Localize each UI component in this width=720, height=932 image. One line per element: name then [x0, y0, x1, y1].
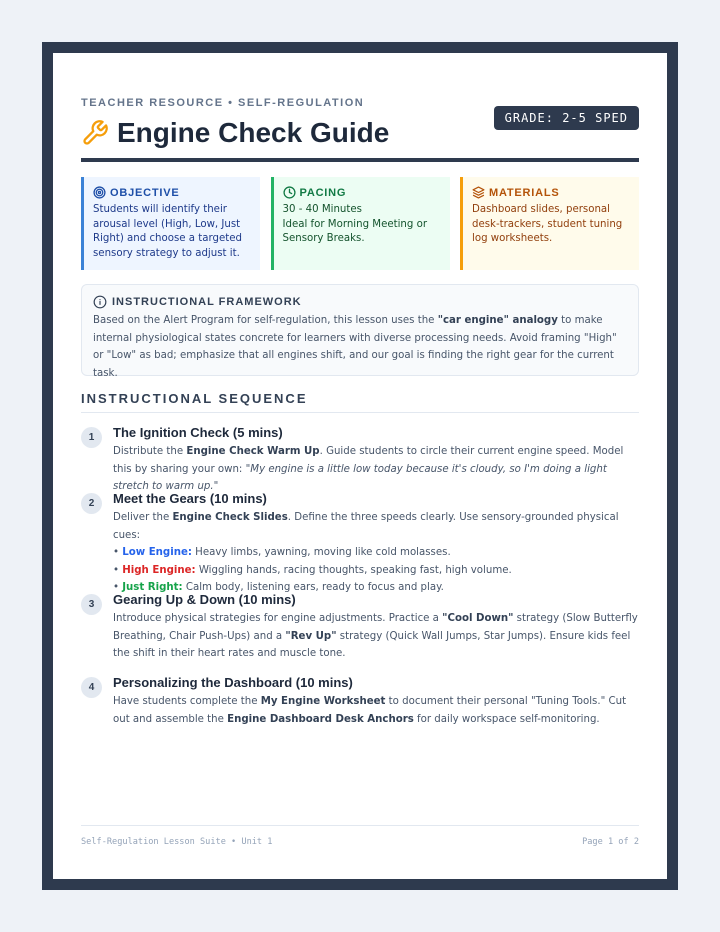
- objective-text: Students will identify their arousal level (High, Low, Just Right) and choose a targeted sensory strategy to adjust it.: [93, 204, 242, 259]
- layers-icon: [472, 186, 485, 199]
- page-footer: [81, 825, 639, 847]
- cue-just-right: • Just Right: Calm body, listening ears, ready to focus and play.: [113, 582, 444, 593]
- framework-emphasis: "car engine" analogy: [437, 315, 558, 326]
- step-title: Gearing Up & Down (10 mins): [113, 592, 296, 607]
- framework-box: [81, 284, 639, 379]
- objective-card: [81, 177, 260, 270]
- step-quote: "My engine is a little low today because it's cloudy, so I'm doing a light stretch to warm up.": [113, 463, 607, 492]
- pacing-note: Ideal for Morning Meeting or Sensory Breaks.: [282, 218, 428, 244]
- pacing-card: [271, 177, 450, 270]
- step-item: [81, 675, 639, 728]
- objective-heading: [93, 186, 250, 199]
- objective-label: OBJECTIVE: [110, 186, 180, 199]
- pacing-text: [283, 203, 440, 247]
- target-icon: [93, 186, 106, 199]
- title-row: [81, 117, 389, 149]
- document-page: [53, 53, 667, 879]
- sequence-heading: INSTRUCTIONAL SEQUENCE: [81, 391, 639, 413]
- step-text: Introduce physical strategies for engine adjustments. Practice a "Cool Down" strategy (Slow Butterfly Breathing, Chair Push-Ups) and a "Rev Up" strategy (Quick Wall Jumps, Star Jumps). Ensure kids feel the shift in their heart rates and muscle tone.: [113, 613, 638, 659]
- step-title: The Ignition Check (5 mins): [113, 425, 283, 440]
- step-text: Deliver the Engine Check Slides. Define the three speeds clearly. Use sensory-grounded physical cues:: [113, 512, 619, 541]
- step-text: Have students complete the My Engine Worksheet to document their personal "Tuning Tools." Cut out and assemble the Engine Dashboard Desk Anchors for daily workspace self-monitoring.: [113, 696, 627, 725]
- info-cards: [81, 177, 639, 270]
- wrench-icon: [81, 119, 109, 147]
- page-title: Engine Check Guide: [117, 117, 390, 148]
- header-divider: [81, 158, 639, 162]
- footer-suite-label: Self-Regulation Lesson Suite • Unit 1: [81, 837, 273, 847]
- info-icon: [93, 295, 107, 309]
- step-title: Personalizing the Dashboard (10 mins): [113, 675, 353, 690]
- materials-text: Dashboard slides, personal desk-trackers, student tuning log worksheets.: [472, 204, 623, 244]
- materials-card: [460, 177, 639, 270]
- eyebrow-label: TEACHER RESOURCE • SELF-REGULATION: [81, 97, 365, 109]
- pacing-label: PACING: [299, 186, 347, 199]
- step-item: [81, 491, 639, 597]
- framework-heading: [93, 295, 627, 309]
- step-number: 4: [81, 677, 102, 698]
- cue-low-engine: • Low Engine: Heavy limbs, yawning, moving like cold molasses.: [113, 547, 451, 558]
- step-number: 3: [81, 594, 102, 615]
- materials-heading: [472, 186, 629, 199]
- framework-text: Based on the Alert Program for self-regulation, this lesson uses the "car engine" analogy to make internal physiological states concrete for learners with diverse processing needs. Avoid framing "High" or "Low" as bad; emphasize that all engines shift, and our goal is finding the right gear for the current task.: [93, 315, 617, 379]
- step-item: [81, 592, 639, 663]
- page-frame: [42, 42, 678, 890]
- grade-badge: GRADE: 2-5 SPED: [494, 106, 639, 130]
- step-number: 2: [81, 493, 102, 514]
- cue-high-engine: • High Engine: Wiggling hands, racing thoughts, speaking fast, high volume.: [113, 564, 512, 576]
- page-number: Page 1 of 2: [582, 837, 639, 847]
- pacing-duration: 30 - 40 Minutes: [282, 204, 362, 215]
- step-text: Distribute the Engine Check Warm Up. Guide students to circle their current engine speed. Model this by sharing your own: "My engine is a little low today because it's cloudy, so I'm doing a light stretch to warm up.": [113, 446, 624, 492]
- step-item: [81, 425, 639, 496]
- materials-label: MATERIALS: [489, 186, 560, 199]
- step-title: Meet the Gears (10 mins): [113, 491, 267, 506]
- framework-label: INSTRUCTIONAL FRAMEWORK: [112, 296, 302, 308]
- step-number: 1: [81, 427, 102, 448]
- clock-icon: [283, 186, 296, 199]
- pacing-heading: [283, 186, 440, 199]
